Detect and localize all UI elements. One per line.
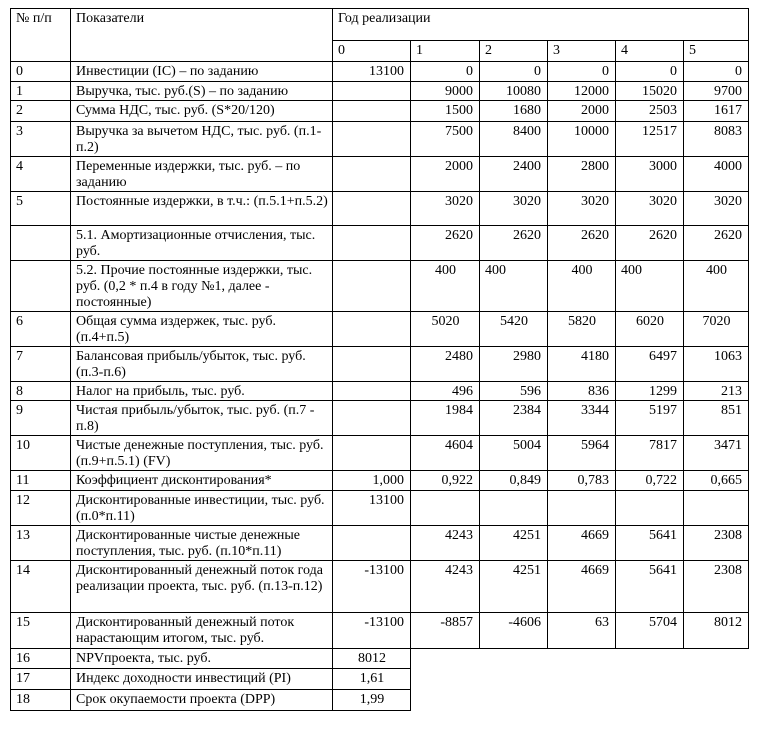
row-number: 9 <box>11 401 71 436</box>
value-year-4: 3000 <box>616 157 684 192</box>
row-indicator: Выручка, тыс. руб.(S) – по заданию <box>71 82 333 101</box>
value-year-2: -4606 <box>480 613 548 649</box>
value-year-0 <box>333 192 411 226</box>
value-year-1: 7500 <box>411 122 480 157</box>
value-year-3: 836 <box>548 382 616 401</box>
value-year-0: 13100 <box>333 62 411 82</box>
row-number: 5 <box>11 192 71 226</box>
row-number: 15 <box>11 613 71 649</box>
value-year-4: 400 <box>616 261 684 312</box>
row-indicator: Инвестиции (IC) – по заданию <box>71 62 333 82</box>
value-year-1: 496 <box>411 382 480 401</box>
summary-row <box>11 649 749 669</box>
row-indicator: 5.2. Прочие постоянные издержки, тыс. руб. (0,2 * п.4 в году №1, далее - постоянные) <box>71 261 333 312</box>
value-year-3: 2000 <box>548 101 616 122</box>
row-indicator: Коэффициент дисконтирования* <box>71 471 333 491</box>
row-indicator: Налог на прибыль, тыс. руб. <box>71 382 333 401</box>
value-year-4: 1299 <box>616 382 684 401</box>
table-row <box>11 471 749 491</box>
row-indicator: Дисконтированные чистые денежные поступления, тыс. руб. (п.10*п.11) <box>71 526 333 561</box>
value-year-3: 12000 <box>548 82 616 101</box>
value-year-3: 5820 <box>548 312 616 347</box>
value-year-2: 4251 <box>480 526 548 561</box>
table-row <box>11 561 749 613</box>
value-year-1: 1500 <box>411 101 480 122</box>
value-year-4: 15020 <box>616 82 684 101</box>
row-number: 6 <box>11 312 71 347</box>
value-year-1: 400 <box>411 261 480 312</box>
table-row <box>11 347 749 382</box>
value-year-0 <box>333 436 411 471</box>
row-indicator: Чистые денежные поступления, тыс. руб. (п.9+п.5.1) (FV) <box>71 436 333 471</box>
summary-indicator: Индекс доходности инвестиций (PI) <box>71 669 333 690</box>
value-year-1: 4243 <box>411 526 480 561</box>
row-number <box>11 226 71 261</box>
value-year-2: 8400 <box>480 122 548 157</box>
row-indicator: Дисконтированные инвестиции, тыс. руб. (п.0*п.11) <box>71 491 333 526</box>
value-year-3: 0,783 <box>548 471 616 491</box>
value-year-4: 2620 <box>616 226 684 261</box>
value-year-1: -8857 <box>411 613 480 649</box>
value-year-5: 4000 <box>684 157 749 192</box>
summary-indicator: Срок окупаемости проекта (DPP) <box>71 690 333 711</box>
value-year-1: 4243 <box>411 561 480 613</box>
value-year-3: 4669 <box>548 526 616 561</box>
value-year-3: 4180 <box>548 347 616 382</box>
value-year-5: 3471 <box>684 436 749 471</box>
value-year-4: 5704 <box>616 613 684 649</box>
row-indicator: Постоянные издержки, в т.ч.: (п.5.1+п.5.2) <box>71 192 333 226</box>
value-year-1: 0 <box>411 62 480 82</box>
empty-space <box>411 649 749 669</box>
project-evaluation-table <box>10 8 749 711</box>
value-year-3: 2620 <box>548 226 616 261</box>
empty-space <box>411 669 749 690</box>
value-year-0: -13100 <box>333 561 411 613</box>
table-row <box>11 613 749 649</box>
table-row <box>11 192 749 226</box>
value-year-2: 596 <box>480 382 548 401</box>
value-year-5: 2620 <box>684 226 749 261</box>
table-row <box>11 526 749 561</box>
value-year-1: 5020 <box>411 312 480 347</box>
value-year-2: 5004 <box>480 436 548 471</box>
year-3: 3 <box>548 41 616 62</box>
row-number: 2 <box>11 101 71 122</box>
value-year-3: 63 <box>548 613 616 649</box>
summary-indicator: NPVпроекта, тыс. руб. <box>71 649 333 669</box>
table-row <box>11 401 749 436</box>
value-year-3: 3344 <box>548 401 616 436</box>
header-year: Год реализации <box>333 9 749 41</box>
value-year-4: 6020 <box>616 312 684 347</box>
value-year-2: 0 <box>480 62 548 82</box>
value-year-4: 2503 <box>616 101 684 122</box>
value-year-5: 1063 <box>684 347 749 382</box>
value-year-5: 8012 <box>684 613 749 649</box>
row-number: 7 <box>11 347 71 382</box>
value-year-0 <box>333 226 411 261</box>
header-num: № п/п <box>11 9 71 62</box>
row-number: 3 <box>11 122 71 157</box>
value-year-0 <box>333 82 411 101</box>
row-number <box>11 261 71 312</box>
value-year-3: 0 <box>548 62 616 82</box>
value-year-1: 4604 <box>411 436 480 471</box>
year-5: 5 <box>684 41 749 62</box>
value-year-3 <box>548 491 616 526</box>
value-year-3: 5964 <box>548 436 616 471</box>
table-row <box>11 62 749 82</box>
row-indicator: Сумма НДС, тыс. руб. (S*20/120) <box>71 101 333 122</box>
value-year-0 <box>333 382 411 401</box>
header-indicator: Показатели <box>71 9 333 62</box>
table-body <box>11 9 749 711</box>
value-year-2: 10080 <box>480 82 548 101</box>
value-year-1: 0,922 <box>411 471 480 491</box>
row-number: 4 <box>11 157 71 192</box>
value-year-1: 2480 <box>411 347 480 382</box>
row-number: 13 <box>11 526 71 561</box>
summary-number: 18 <box>11 690 71 711</box>
value-year-1 <box>411 491 480 526</box>
value-year-2: 2620 <box>480 226 548 261</box>
value-year-3: 4669 <box>548 561 616 613</box>
year-2: 2 <box>480 41 548 62</box>
value-year-0 <box>333 157 411 192</box>
table-row <box>11 491 749 526</box>
row-number: 12 <box>11 491 71 526</box>
value-year-0 <box>333 261 411 312</box>
table-row <box>11 226 749 261</box>
value-year-4: 6497 <box>616 347 684 382</box>
value-year-2: 2384 <box>480 401 548 436</box>
row-number: 8 <box>11 382 71 401</box>
row-number: 11 <box>11 471 71 491</box>
value-year-5: 1617 <box>684 101 749 122</box>
value-year-4: 12517 <box>616 122 684 157</box>
value-year-1: 1984 <box>411 401 480 436</box>
value-year-3: 10000 <box>548 122 616 157</box>
value-year-2: 1680 <box>480 101 548 122</box>
table-row <box>11 261 749 312</box>
row-number: 14 <box>11 561 71 613</box>
summary-value: 1,61 <box>333 669 411 690</box>
summary-row <box>11 669 749 690</box>
value-year-1: 2000 <box>411 157 480 192</box>
value-year-1: 9000 <box>411 82 480 101</box>
value-year-5 <box>684 491 749 526</box>
row-indicator: 5.1. Амортизационные отчисления, тыс. руб. <box>71 226 333 261</box>
value-year-4 <box>616 491 684 526</box>
value-year-0 <box>333 101 411 122</box>
value-year-5: 2308 <box>684 561 749 613</box>
empty-space <box>411 690 749 711</box>
summary-row <box>11 690 749 711</box>
value-year-2: 3020 <box>480 192 548 226</box>
value-year-2: 4251 <box>480 561 548 613</box>
summary-number: 17 <box>11 669 71 690</box>
value-year-0: 13100 <box>333 491 411 526</box>
row-indicator: Переменные издержки, тыс. руб. – по заданию <box>71 157 333 192</box>
table-row <box>11 82 749 101</box>
value-year-2: 2980 <box>480 347 548 382</box>
value-year-2: 2400 <box>480 157 548 192</box>
row-indicator: Дисконтированный денежный поток года реализации проекта, тыс. руб. (п.13-п.12) <box>71 561 333 613</box>
value-year-5: 213 <box>684 382 749 401</box>
value-year-5: 3020 <box>684 192 749 226</box>
header-row <box>11 9 749 41</box>
value-year-0 <box>333 401 411 436</box>
year-4: 4 <box>616 41 684 62</box>
table-row <box>11 382 749 401</box>
value-year-3: 400 <box>548 261 616 312</box>
value-year-2: 400 <box>480 261 548 312</box>
value-year-0 <box>333 347 411 382</box>
row-number: 10 <box>11 436 71 471</box>
year-0: 0 <box>333 41 411 62</box>
value-year-4: 0 <box>616 62 684 82</box>
value-year-4: 7817 <box>616 436 684 471</box>
value-year-5: 400 <box>684 261 749 312</box>
row-indicator: Балансовая прибыль/убыток, тыс. руб. (п.3-п.6) <box>71 347 333 382</box>
row-indicator: Чистая прибыль/убыток, тыс. руб. (п.7 - п.8) <box>71 401 333 436</box>
row-indicator: Общая сумма издержек, тыс. руб. (п.4+п.5) <box>71 312 333 347</box>
value-year-3: 2800 <box>548 157 616 192</box>
value-year-0: -13100 <box>333 613 411 649</box>
value-year-5: 0,665 <box>684 471 749 491</box>
value-year-5: 7020 <box>684 312 749 347</box>
value-year-2: 5420 <box>480 312 548 347</box>
value-year-1: 2620 <box>411 226 480 261</box>
value-year-3: 3020 <box>548 192 616 226</box>
table-row <box>11 436 749 471</box>
value-year-5: 851 <box>684 401 749 436</box>
table-row <box>11 312 749 347</box>
value-year-4: 5641 <box>616 561 684 613</box>
value-year-2: 0,849 <box>480 471 548 491</box>
value-year-1: 3020 <box>411 192 480 226</box>
value-year-4: 5641 <box>616 526 684 561</box>
summary-value: 1,99 <box>333 690 411 711</box>
value-year-5: 9700 <box>684 82 749 101</box>
row-indicator: Выручка за вычетом НДС, тыс. руб. (п.1-п.2) <box>71 122 333 157</box>
value-year-5: 2308 <box>684 526 749 561</box>
value-year-5: 0 <box>684 62 749 82</box>
year-1: 1 <box>411 41 480 62</box>
row-number: 1 <box>11 82 71 101</box>
row-indicator: Дисконтированный денежный поток нарастающим итогом, тыс. руб. <box>71 613 333 649</box>
value-year-0 <box>333 122 411 157</box>
value-year-4: 3020 <box>616 192 684 226</box>
value-year-2 <box>480 491 548 526</box>
value-year-4: 0,722 <box>616 471 684 491</box>
summary-value: 8012 <box>333 649 411 669</box>
row-number: 0 <box>11 62 71 82</box>
table-row <box>11 101 749 122</box>
value-year-4: 5197 <box>616 401 684 436</box>
value-year-5: 8083 <box>684 122 749 157</box>
table-row <box>11 157 749 192</box>
value-year-0 <box>333 312 411 347</box>
value-year-0 <box>333 526 411 561</box>
summary-number: 16 <box>11 649 71 669</box>
table-row <box>11 122 749 157</box>
value-year-0: 1,000 <box>333 471 411 491</box>
